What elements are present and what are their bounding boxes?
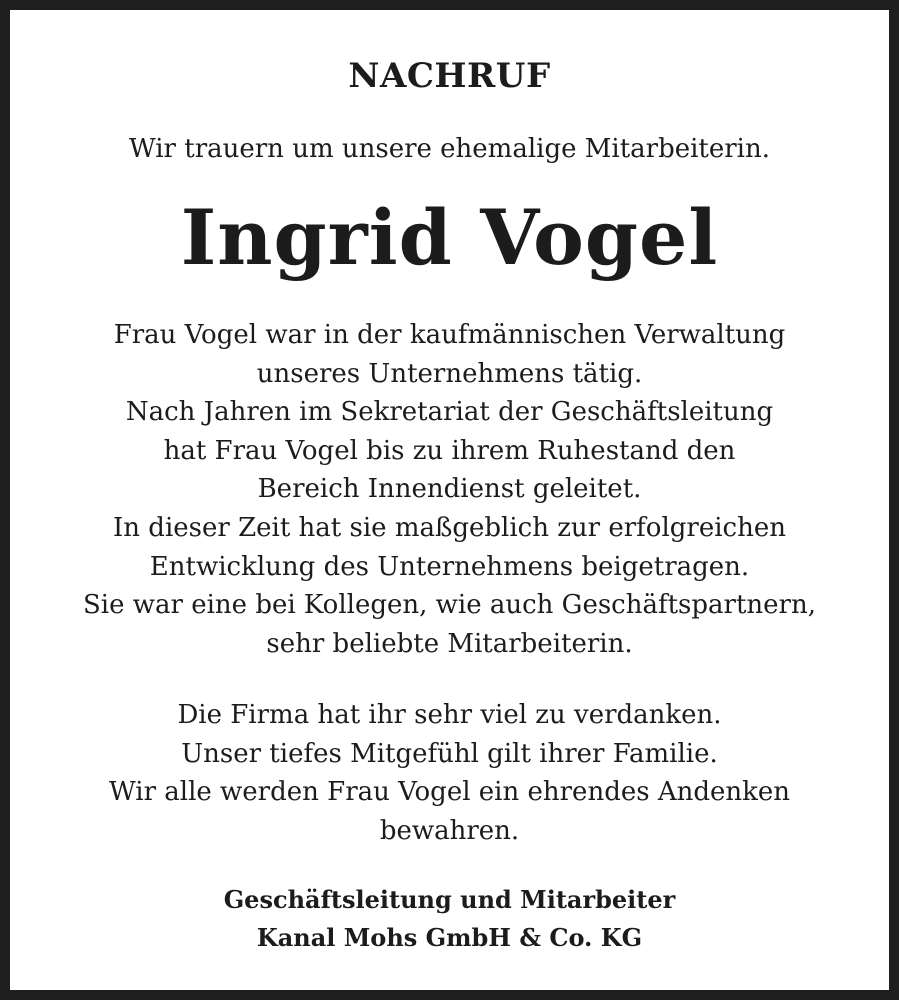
tribute-line: sehr beliebte Mitarbeiterin. — [266, 628, 633, 659]
deceased-name: Ingrid Vogel — [180, 193, 719, 282]
closing-paragraph — [50, 696, 849, 850]
closing-line: Die Firma hat ihr sehr viel zu verdanken. — [177, 700, 722, 730]
tribute-line: In dieser Zeit hat sie maßgeblich zur erfolgreichen — [113, 512, 786, 543]
tribute-paragraph — [50, 316, 849, 663]
tribute-line: unseres Unternehmens tätig. — [256, 358, 643, 389]
tribute-line: Nach Jahren im Sekretariat der Geschäftsleitung — [125, 397, 774, 428]
tribute-line: Frau Vogel war in der kaufmännischen Verwaltung — [113, 320, 786, 350]
obituary-heading: NACHRUF — [348, 56, 551, 96]
tribute-line: Bereich Innendienst geleitet. — [257, 474, 642, 505]
company-name: Kanal Mohs GmbH & Co. KG — [256, 923, 643, 952]
signature-block — [50, 881, 849, 957]
closing-line: Wir alle werden Frau Vogel ein ehrendes Andenken — [108, 777, 791, 808]
intro-text: Wir trauern um unsere ehemalige Mitarbeiterin. — [128, 134, 771, 164]
closing-line: Unser tiefes Mitgefühl gilt ihrer Familie. — [181, 738, 718, 769]
signature-line: Geschäftsleitung und Mitarbeiter — [223, 885, 676, 914]
tribute-line: hat Frau Vogel bis zu ihrem Ruhestand den — [163, 435, 736, 466]
tribute-line: Sie war eine bei Kollegen, wie auch Geschäftspartnern, — [83, 590, 816, 621]
tribute-line: Entwicklung des Unternehmens beigetragen. — [149, 551, 750, 582]
closing-line: bewahren. — [379, 815, 520, 846]
